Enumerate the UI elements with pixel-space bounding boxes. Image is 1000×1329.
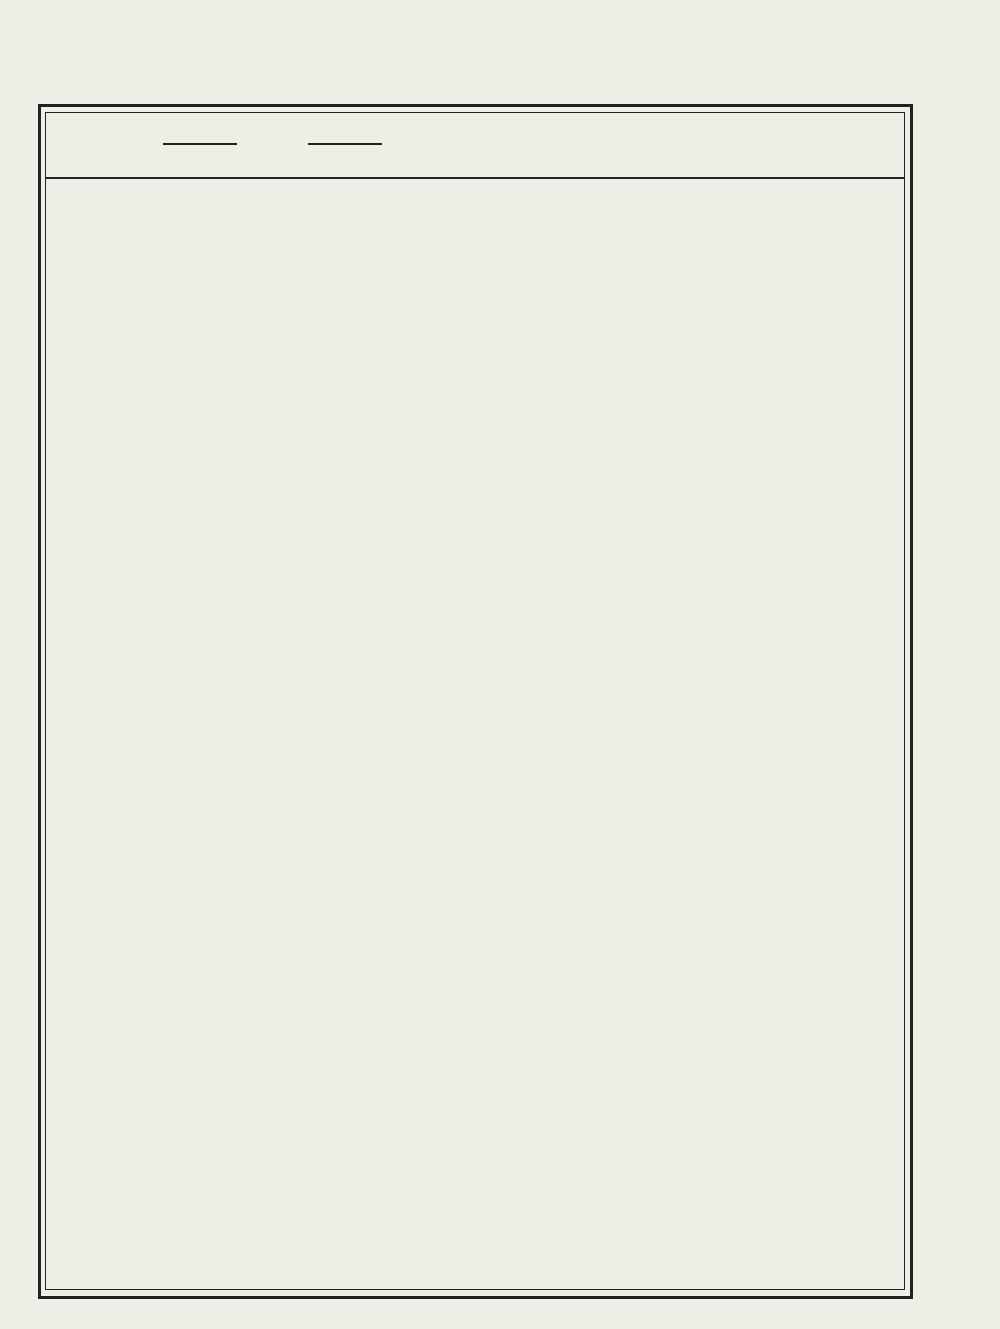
- fraction-bar: [308, 143, 382, 145]
- fraction-bar: [163, 143, 237, 145]
- table-inner-frame: [45, 112, 905, 1290]
- formula-divider: [45, 177, 905, 179]
